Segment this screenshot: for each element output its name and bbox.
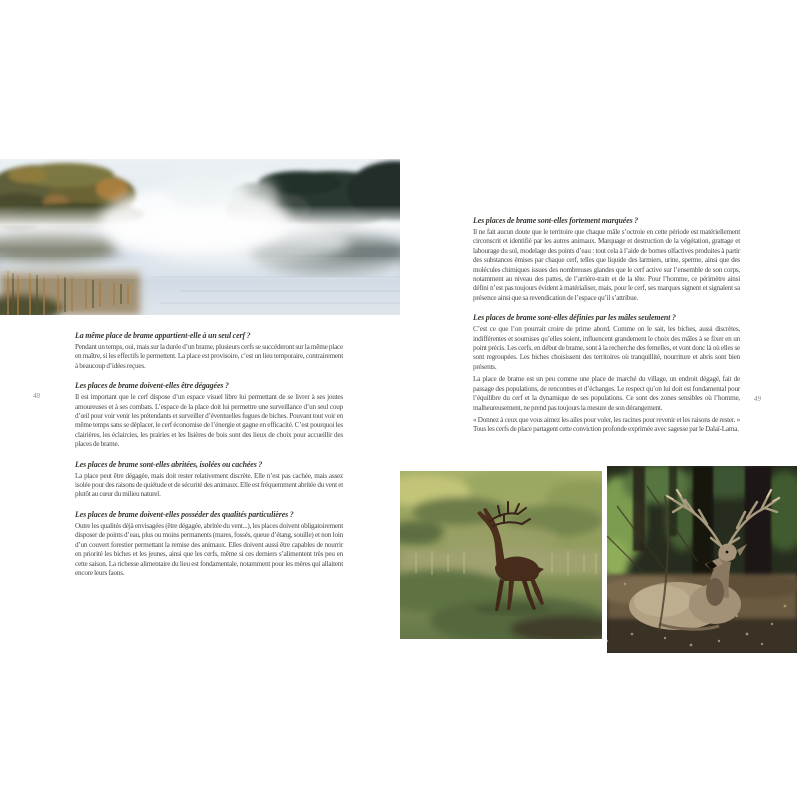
- stag-roaring-illustration: [400, 471, 602, 639]
- text-column-right: [473, 215, 740, 444]
- section: [75, 509, 343, 578]
- section-heading: La même place de brame appartient-elle à un seul cerf ?: [75, 331, 251, 340]
- section-heading: Les places de brame doivent-elles être dégagées ?: [75, 381, 229, 391]
- section: [473, 215, 740, 303]
- section-body: C’est ce que l’on pourrait croire de prime abord. Comme on le sait, les biches, aussi discrètes, indifférentes et soumises qu’elles soient, influencent grandement le choix des mâles à se fixer en un point précis. Les cerfs, en début de brame, sont à la recherche des femelles, et vont donc là où elles se sont regroupées. Les biches choisissent des territoires où tranquillité, nourriture et abris sont bien présents.: [473, 325, 740, 371]
- section: [75, 330, 343, 371]
- section-heading: Les places de brame sont-elles abritées, isolées ou cachées ?: [75, 459, 263, 469]
- section: [75, 459, 343, 500]
- quote-paragraph: « Donnez à ceux que vous aimez les ailes pour voler, les racines pour revenir et les raisons de rester. » Tous les cerfs de place partagent cette conviction profonde exprimée avec sagesse par le Dalaï-Lama.: [473, 415, 740, 434]
- stag-roaring-photo: [400, 471, 602, 639]
- misty-lake-illustration: [0, 159, 400, 315]
- section: [75, 380, 343, 449]
- section-body: La place de brame est un peu comme une place de marché du village, un endroit dégagé, fait de passage des populations, de rencontres et d’échanges. Le respect qu’on lui doit est fondamental pour l’équilibre du cerf et la dynamique de ses populations. Ce sont des zones sensibles où l’homme, malheureusement, ne prend pas toujours la mesure de son dérangement.: [473, 375, 740, 412]
- text-column-left: [75, 330, 343, 587]
- section-heading: Les places de brame sont-elles fortement marquées ?: [473, 216, 639, 225]
- section-heading: Les places de brame doivent-elles posséder des qualités particulières ?: [75, 509, 294, 519]
- section-body: Il est important que le cerf dispose d’un espace visuel libre lui permettant de se livrer à ses joutes amoureuses et à ses combats. L’espace de la place doit lui permettre une surveillance d’un seul coup d’œil pour voir venir les prétendants et surveiller d’éventuelles fugues de biches. Pouvant tout voir en même temps sans se déplacer, le cerf économise de l’énergie et gagne en efficacité. C’est pourquoi les clairières, les éclaircies, les prairies et les lisières de bois sont des lieux de choix pour accueillir des places de brame.: [75, 393, 343, 449]
- section-body: Pendant un temps, oui, mais sur la durée d’un brame, plusieurs cerfs se succéderont sur la même place en maître, si les effectifs le permettent. La place est provisoire, c’est un lieu temporaire, contrairement à beaucoup d’idées reçues.: [75, 343, 343, 370]
- section-body: Il ne fait aucun doute que le territoire que chaque mâle s’octroie en cette période est matériellement circonscrit et identifié par les autres animaux. Marquage et destruction de la végétation, grattage et labourage du sol, modelage des points d’eau : tout cela à l’aide de bornes olfactives produites à partir des substances émises par chaque cerf, telles que liquide des larmiers, urine, sperme, ainsi que des molécules chimiques issues des nombreuses glandes que le cerf active sur l’ensemble de son corps, notamment au niveau des pattes, de l’arrière-train et de la tête. Pour l’homme, ce périmètre ainsi défini n’est pas toujours évident à matérialiser, mais, pour le cerf, ses marques signent et signalent sa présence ainsi que sa revendication de l’espace qu’il s’attribue.: [473, 228, 740, 302]
- section-heading: Les places de brame sont-elles définies par les mâles seulement ?: [473, 313, 676, 323]
- page-number-left: 48: [33, 392, 40, 400]
- stag-lying-illustration: [607, 466, 797, 653]
- page-number-right: 49: [754, 395, 761, 403]
- stag-lying-photo: [607, 466, 797, 653]
- section-body: Outre les qualités déjà envisagées (être dégagée, abritée du vent...), les places doivent obligatoirement disposer de points d’eau, plus ou moins permanents (mares, fossés, queue d’étang, souille) et non loin d’un couvert forestier permettant la remise des animaux. Elles doivent aussi être capables de nourrir en priorité les biches et les jeunes, ainsi que les cerfs, même si ces derniers s’alimentent très peu en cette saison. La richesse alimentaire du lieu est fondamentale, notamment pour les mères qui allaitent encore leurs faons.: [75, 521, 343, 577]
- section-body: La place peut être dégagée, mais doit rester relativement discrète. Elle n’est pas cachée, mais assez isolée pour des raisons de quiétude et de sécurité des animaux. Elle est fréquemment abritée du vent et plutôt au cœur du milieu naturel.: [75, 471, 343, 499]
- section: [473, 312, 740, 434]
- misty-lake-photo: [0, 159, 400, 315]
